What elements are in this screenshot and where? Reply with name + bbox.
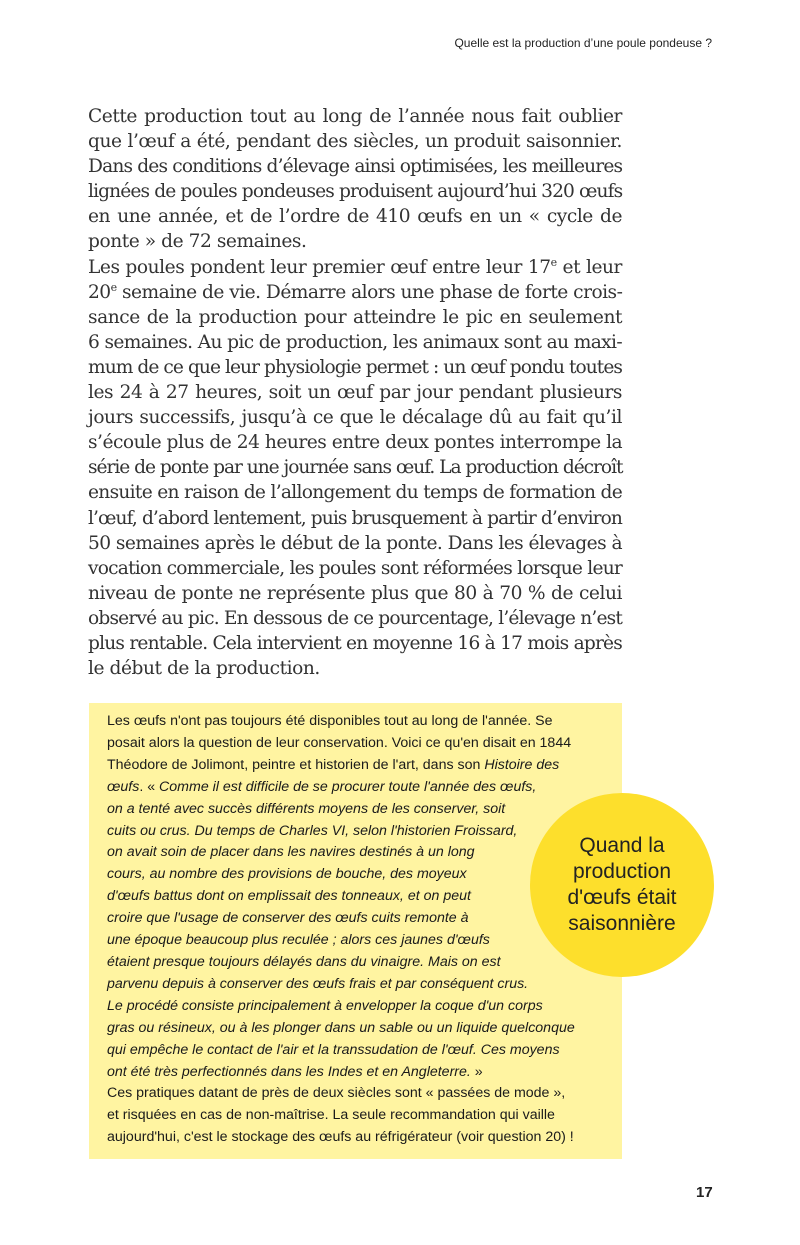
text-segment: Dans des conditions d’élevage ainsi optimisées, les meilleures bbox=[88, 156, 623, 178]
text-segment: étaient presque toujours délayés dans du vinaigre. Mais on est bbox=[107, 953, 501, 970]
text-segment: Les œufs n'ont pas toujours été disponibles tout au long de l'année. Se bbox=[107, 713, 553, 729]
text-line bbox=[107, 908, 607, 930]
text-segment: qui empêche le contact de l'air et la transsudation de l'œuf. Ces moyens bbox=[107, 1041, 560, 1058]
text-segment: et leur bbox=[556, 256, 622, 278]
text-line bbox=[107, 711, 607, 733]
line-content bbox=[88, 556, 622, 581]
text-line bbox=[88, 405, 622, 430]
text-segment: sance de la production pour atteindre le pic en seulement bbox=[88, 306, 622, 328]
text-segment: . « bbox=[139, 778, 160, 795]
line-content bbox=[88, 430, 622, 455]
line-content bbox=[88, 229, 622, 254]
text-segment: œufs bbox=[107, 778, 140, 795]
text-segment: ont été très perfectionnés dans les Indes et en Angleterre. bbox=[107, 1063, 471, 1080]
body-text bbox=[88, 104, 622, 681]
line-content bbox=[88, 606, 622, 631]
text-segment: Le procédé consiste principalement à envelopper la coque d'un corps bbox=[107, 997, 543, 1014]
line-content bbox=[88, 179, 622, 204]
line-content bbox=[107, 996, 607, 1018]
line-content bbox=[88, 480, 622, 505]
text-segment: croire que l'usage de conserver des œufs cuits remonte à bbox=[107, 910, 469, 927]
text-segment: cours, au nombre des provisions de bouche, des moyeux bbox=[107, 866, 467, 883]
text-line bbox=[107, 930, 607, 952]
text-segment: niveau de ponte ne représente plus que 80 à 70 % de celui bbox=[88, 582, 622, 604]
text-segment: d'œufs battus dont on emplissait des tonneaux, et on peut bbox=[107, 888, 471, 905]
line-content bbox=[88, 506, 622, 531]
text-line bbox=[88, 480, 622, 505]
text-line bbox=[107, 821, 607, 843]
text-line bbox=[88, 255, 622, 280]
line-content bbox=[88, 355, 622, 380]
text-segment: parvenu depuis à conserver des œufs frais et par conséquent crus. bbox=[107, 975, 529, 992]
text-line bbox=[88, 430, 622, 455]
text-line bbox=[88, 631, 622, 656]
line-content bbox=[107, 952, 607, 974]
text-line bbox=[107, 996, 607, 1018]
line-content bbox=[88, 330, 622, 355]
text-line bbox=[88, 229, 622, 254]
line-content bbox=[88, 255, 622, 280]
line-content bbox=[107, 1062, 607, 1084]
text-segment: lignées de poules pondeuses produisent aujourd’hui 320 œufs bbox=[88, 181, 623, 203]
line-content bbox=[88, 405, 622, 430]
text-line bbox=[107, 733, 607, 755]
line-content bbox=[88, 531, 622, 556]
text-line bbox=[88, 556, 622, 581]
text-line bbox=[88, 506, 622, 531]
line-content bbox=[88, 154, 622, 179]
text-line bbox=[107, 799, 607, 821]
line-content bbox=[107, 1127, 607, 1149]
page-number: 17 bbox=[696, 1184, 713, 1201]
line-content bbox=[107, 755, 607, 777]
text-segment: une époque beaucoup plus reculée ; alors ces jaunes d'œufs bbox=[107, 932, 490, 949]
text-segment: semaine de vie. Démarre alors une phase de forte crois- bbox=[116, 281, 623, 303]
text-segment: vocation commerciale, les poules sont réformées lorsque leur bbox=[88, 557, 622, 579]
line-content bbox=[107, 1105, 607, 1127]
line-content bbox=[88, 104, 622, 129]
text-segment: et risquées en cas de non-maîtrise. La seule recommandation qui vaille bbox=[107, 1107, 555, 1124]
text-line bbox=[88, 455, 622, 480]
text-segment: 6 semaines. Au pic de production, les animaux sont au maxi- bbox=[88, 331, 622, 353]
text-segment: Les poules pondent leur premier œuf entre leur 17 bbox=[88, 256, 551, 278]
text-segment: que l’œuf a été, pendant des siècles, un produit saisonnier. bbox=[88, 131, 622, 153]
text-segment: 20 bbox=[88, 281, 111, 303]
sidebar-box-text bbox=[107, 711, 607, 1149]
text-segment: aujourd'hui, c'est le stockage des œufs au réfrigérateur (voir question 20) ! bbox=[107, 1129, 574, 1146]
text-line bbox=[88, 204, 622, 229]
text-line bbox=[88, 531, 622, 556]
line-content bbox=[88, 455, 622, 480]
text-segment: observé au pic. En dessous de ce pourcentage, l’élevage n’est bbox=[88, 607, 622, 629]
text-line bbox=[88, 305, 622, 330]
text-segment: on avait soin de placer dans les navires destinés à un long bbox=[107, 844, 475, 861]
text-segment: Cette production tout au long de l’année nous fait oublier bbox=[88, 106, 622, 127]
text-segment: mum de ce que leur physiologie permet : un œuf pondu toutes bbox=[88, 356, 622, 378]
line-content bbox=[107, 777, 607, 799]
text-segment: ponte » de 72 semaines. bbox=[88, 231, 307, 253]
text-line bbox=[107, 974, 607, 996]
running-head: Quelle est la production d’une poule pondeuse ? bbox=[454, 36, 712, 50]
text-segment: Comme il est difficile de se procurer toute l'année des œufs, bbox=[159, 778, 537, 795]
line-content bbox=[107, 799, 607, 821]
line-content bbox=[107, 1018, 607, 1040]
text-segment: gras ou résineux, ou à les plonger dans un sable ou un liquide quelconque bbox=[107, 1019, 575, 1036]
text-segment: jours successifs, jusqu’à ce que le décalage dû au fait qu’il bbox=[88, 407, 622, 429]
line-content bbox=[107, 733, 607, 755]
text-line bbox=[88, 656, 622, 681]
text-segment: cuits ou crus. Du temps de Charles VI, selon l'historien Froissard, bbox=[107, 822, 518, 839]
line-content bbox=[107, 711, 607, 733]
text-line bbox=[107, 1127, 607, 1149]
text-segment: ensuite en raison de l’allongement du temps de formation de bbox=[88, 482, 622, 504]
line-content bbox=[88, 581, 622, 606]
text-segment: posait alors la question de leur conservation. Voici ce qu'en disait en 1844 bbox=[107, 734, 572, 751]
line-content bbox=[107, 821, 607, 843]
text-segment: en une année, et de l’ordre de 410 œufs en un « cycle de bbox=[88, 206, 622, 228]
text-line bbox=[88, 380, 622, 405]
line-content bbox=[88, 656, 622, 681]
text-line bbox=[88, 104, 622, 129]
text-segment: Histoire des bbox=[484, 756, 560, 773]
text-line bbox=[88, 154, 622, 179]
line-content bbox=[88, 280, 622, 305]
text-segment: le début de la production. bbox=[88, 658, 320, 680]
text-line bbox=[88, 129, 622, 154]
text-line bbox=[88, 355, 622, 380]
line-content bbox=[107, 908, 607, 930]
text-segment: les 24 à 27 heures, soit un œuf par jour pendant plusieurs bbox=[88, 382, 622, 404]
text-line bbox=[88, 179, 622, 204]
line-content bbox=[107, 974, 607, 996]
text-segment: plus rentable. Cela intervient en moyenne 16 à 17 mois après bbox=[88, 632, 622, 654]
text-line bbox=[107, 952, 607, 974]
line-content bbox=[88, 204, 622, 229]
text-line bbox=[88, 606, 622, 631]
text-line bbox=[107, 1040, 607, 1062]
text-line bbox=[107, 777, 607, 799]
line-content bbox=[107, 1083, 607, 1105]
text-line bbox=[88, 280, 622, 305]
line-content bbox=[107, 930, 607, 952]
superscript: e bbox=[110, 280, 117, 294]
line-content bbox=[88, 631, 622, 656]
text-segment: s’écoule plus de 24 heures entre deux pontes interrompe la bbox=[88, 432, 623, 454]
text-segment: l’œuf, d’abord lentement, puis brusquement à partir d’environ bbox=[88, 507, 622, 529]
text-segment: série de ponte par une journée sans œuf. La production décroît bbox=[88, 457, 623, 479]
text-segment: Théodore de Jolimont, peintre et historien de l'art, dans son bbox=[107, 756, 485, 773]
text-line bbox=[88, 330, 622, 355]
text-segment: » bbox=[470, 1063, 483, 1080]
callout-title: Quand la production d'œufs était saisonnière bbox=[567, 834, 677, 935]
text-segment: 50 semaines après le début de la ponte. Dans les élevages à bbox=[88, 532, 622, 554]
line-content bbox=[88, 305, 622, 330]
text-line bbox=[107, 1083, 607, 1105]
superscript: e bbox=[550, 255, 557, 269]
line-content bbox=[107, 1040, 607, 1062]
text-segment: on a tenté avec succès différents moyens de les conserver, soit bbox=[107, 800, 506, 817]
text-segment: Ces pratiques datant de près de deux siècles sont « passées de mode », bbox=[107, 1085, 566, 1102]
text-line bbox=[88, 581, 622, 606]
callout-circle bbox=[530, 793, 714, 977]
text-line bbox=[107, 1105, 607, 1127]
text-line bbox=[107, 1062, 607, 1084]
line-content bbox=[88, 380, 622, 405]
line-content bbox=[88, 129, 622, 154]
text-line bbox=[107, 1018, 607, 1040]
text-line bbox=[107, 755, 607, 777]
